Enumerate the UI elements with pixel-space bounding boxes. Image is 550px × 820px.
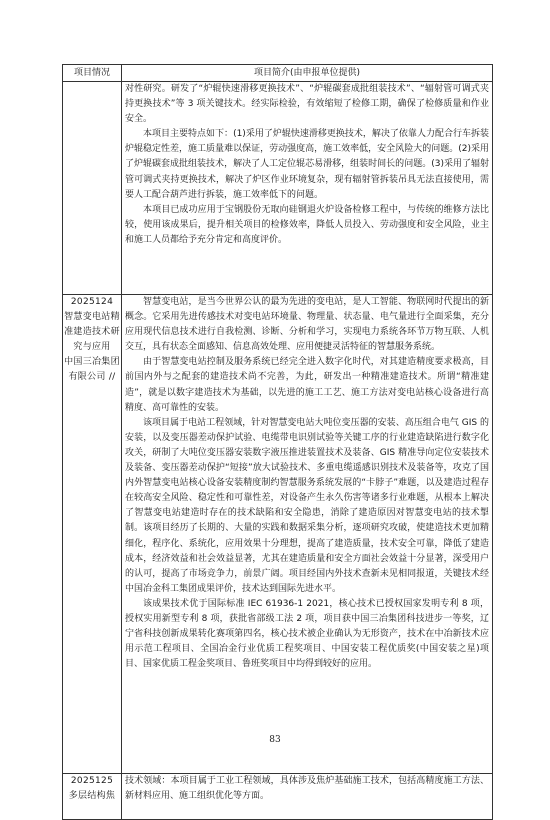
project-title: 智慧变电站精准建造技术研究与应用 xyxy=(64,312,120,353)
table-row xyxy=(63,295,493,774)
table-header-row xyxy=(63,65,493,82)
summary-paragraph: 该成果技术优于国际标准 IEC 61936-1 2021，核心技术已授权国家发明专利 8 项，授权实用新型专利 8 项，获批省部级工法 2 项，项目获中国三冶集团科技进步一等奖，辽宁省科技创新成果转化赛项第四名，核心技术被企业确认为无形资产，技术在中冶新技术应用示范工程项目、全国冶金行业优质工程奖项目、中国安装工程优质奖(中国安装之星)项目、国家优质工程金奖项目、鲁班奖项目中均得到较好的应用。 xyxy=(125,598,489,670)
project-title: 多层结构焦 xyxy=(68,791,116,802)
summary-paragraph: 技术领域：本项目属于工业工程领域，具体涉及焦炉基础施工技术，包括高精度施工方法、新材料应用、施工组织优化等方面。 xyxy=(125,776,489,802)
summary-paragraph: 由于智慧变电站控制及服务系统已经完全进入数字化时代，对其建造精度要求极高，目前国内外与之配套的建造技术尚不完善，为此，研发出一种精准建造技术。所谓“精准建造”，就是以数字建造技术为基础，以先进的施工工艺、施工方法对变电站核心设备进行高精度、高可靠性的安装。 xyxy=(125,357,489,413)
project-info-cell-empty xyxy=(63,82,122,295)
project-id: 2025125 xyxy=(70,776,114,786)
summary-paragraph: 智慧变电站，是当今世界公认的最为先进的变电站，是人工智能、物联网时代提出的新概念。它采用先进传感技术对变电站环境量、物理量、状态量、电气量进行全面采集，充分应用现代信息技术进行自我检测、诊断、分析和学习，实现电力系统各环节万物互联、人机交互，具有状态全面感知、信息高效处理、应用便捷灵活特征的智慧服务系统。 xyxy=(125,297,489,353)
project-table xyxy=(62,64,493,820)
table-row xyxy=(63,82,493,295)
project-summary-cell xyxy=(122,82,493,295)
project-info-cell xyxy=(63,295,122,774)
project-id: 2025124 xyxy=(70,297,114,307)
project-summary-cell xyxy=(122,295,493,774)
header-project-summary: 项目简介(由申报单位提供) xyxy=(122,65,493,82)
page-number: 83 xyxy=(269,735,281,745)
summary-paragraph: 本项目主要特点如下：(1)采用了炉辊快速滑移更换技术，解决了依靠人力配合行车拆装炉辊稳定性差，施工质量难以保证，劳动强度高，施工效率低，安全风险大的问题。(2)采用了炉辊碳套成批组装技术，解决了人工定位辊芯易滑移，组装时间长的问题。(3)采用了辐射管可调式夹持更换技术，解决了炉区作业环境复杂，现有辐射管拆装吊具无法直接使用，需要人工配合葫芦进行拆装，施工效率低下的问题。 xyxy=(125,129,489,200)
project-summary-cell xyxy=(122,774,493,820)
project-info-cell xyxy=(63,774,122,820)
table-row xyxy=(63,774,493,820)
project-org: 中国三冶集团有限公司 // xyxy=(64,357,120,383)
summary-paragraph: 本项目已成功应用于宝钢股份无取向硅钢退火炉设备检修工程中，与传统的维修方法比较，使用该成果后，提升相关项目的检修效率，降低人员投入、劳动强度和安全风险，业主和施工人员都给予充分肯定和高度评价。 xyxy=(125,204,489,245)
header-project-status: 项目情况 xyxy=(63,65,122,82)
summary-paragraph: 该项目属于电站工程领域，针对智慧变电站大吨位变压器的安装、高压组合电气 GIS 的安装，以及变压器差动保护试验、电缆带电识别试验等关键工序的行业建造缺陷进行数字化攻关，研制了大吨位变压器安装数字液压推进装置技术及装备、GIS 精准导向定位安装技术及装备、变压器差动保护“短接”放大试验技术、多重电缆遥感识别技术及装备等，攻克了国内外智慧变电站核心设备安装精度制约智慧服务系统发展的“卡脖子”难题，以及建造过程存在较高安全风险、稳定性和可靠性差，对设备产生永久伤害等诸多行业难题，从根本上解决了智慧变电站建造时存在的技术缺陷和安全隐患，消除了建造原因对智慧变电站的技术掣制。该项目经历了长期的、大量的实践和数据采集分析，逐项研究攻破，使建造技术更加精细化，程序化、系统化，应用效果十分理想，提高了建造质量，技术安全可靠，降低了建造成本，经济效益和社会效益显著，尤其在建造质量和安全方面社会效益十分显著，深受用户的认可，提高了市场竞争力，前景广阔。项目经国内外技术查新未见相同报道，关键技术经中国冶金科工集团成果评价，技术达到国际先进水平。 xyxy=(125,417,489,594)
summary-paragraph: 对性研究。研发了“炉辊快速滑移更换技术”、“炉辊碳套成批组装技术”、“辐射管可调式夹持更换技术”等 3 项关键技术。经实际检验，有效缩短了检修工期，确保了检修质量和作业安全。 xyxy=(125,84,489,125)
